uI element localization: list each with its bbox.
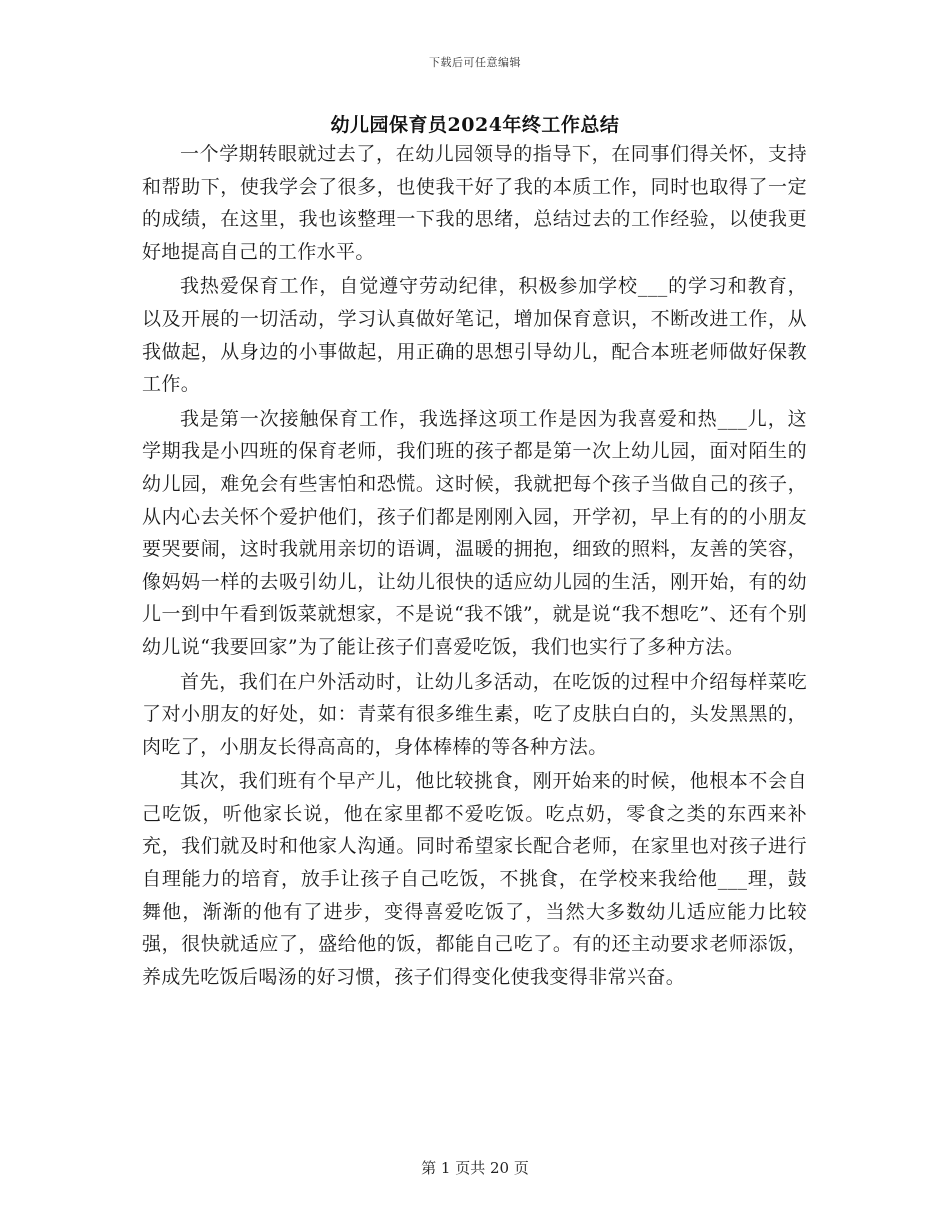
page-number: 第 1 页共 20 页 (421, 1159, 529, 1177)
paragraph-attitude: 我热爱保育工作，自觉遵守劳动纪律，积极参加学校___的学习和教育，以及开展的一切活动，学习认真做好笔记，增加保育意识，不断改进工作，从我做起，从身边的小事做起，用正确的思想引导幼儿，配合本班老师做好保教工作。 (142, 275, 807, 396)
document-title: 幼儿园保育员2024年终工作总结 (330, 114, 620, 136)
paragraph-first-experience: 我是第一次接触保育工作，我选择这项工作是因为我喜爱和热___儿，这学期我是小四班的保育老师，我们班的孩子都是第一次上幼儿园，面对陌生的幼儿园，难免会有些害怕和恐慌。这时候，我就把每个孩子当做自己的孩子，从内心去关怀个爱护他们，孩子们都是刚刚入园，开学初，早上有的的小朋友要哭要闹，这时我就用亲切的语调，温暖的拥抱，细致的照料，友善的笑容，像妈妈一样的去吸引幼儿，让幼儿很快的适应幼儿园的生活，刚开始，有的幼儿一到中午看到饭菜就想家，不是说“我不饿”，就是说“我不想吃”、还有个别幼儿说“我要回家”为了能让孩子们喜爱吃饭，我们也实行了多种方法。 (142, 407, 807, 658)
document-body (142, 138, 807, 995)
header-note: 下载后可任意编辑 (429, 56, 521, 69)
paragraph-intro: 一个学期转眼就过去了，在幼儿园领导的指导下，在同事们得关怀，支持和帮助下，使我学会了很多，也使我干好了我的本质工作，同时也取得了一定的成绩，在这里，我也该整理一下我的思绪，总结过去的工作经验，以使我更好地提高自己的工作水平。 (142, 143, 807, 263)
paragraph-second-method: 其次，我们班有个早产儿，他比较挑食，刚开始来的时候，他根本不会自己吃饭，听他家长说，他在家里都不爱吃饭。吃点奶，零食之类的东西来补充，我们就及时和他家人沟通。同时希望家长配合老师，在家里也对孩子进行自理能力的培育，放手让孩子自己吃饭，不挑食，在学校来我给他___理，鼓舞他，渐渐的他有了进步，变得喜爱吃饭了，当然大多数幼儿适应能力比较强，很快就适应了，盛给他的饭，都能自己吃了。有的还主动要求老师添饭，养成先吃饭后喝汤的好习惯，孩子们得变化使我变得非常兴奋。 (142, 770, 807, 988)
paragraph-first-method: 首先，我们在户外活动时，让幼儿多活动，在吃饭的过程中介绍每样菜吃了对小朋友的好处，如：青菜有很多维生素，吃了皮肤白白的，头发黑黑的，肉吃了，小朋友长得高高的，身体棒棒的等各种方法。 (142, 670, 807, 758)
